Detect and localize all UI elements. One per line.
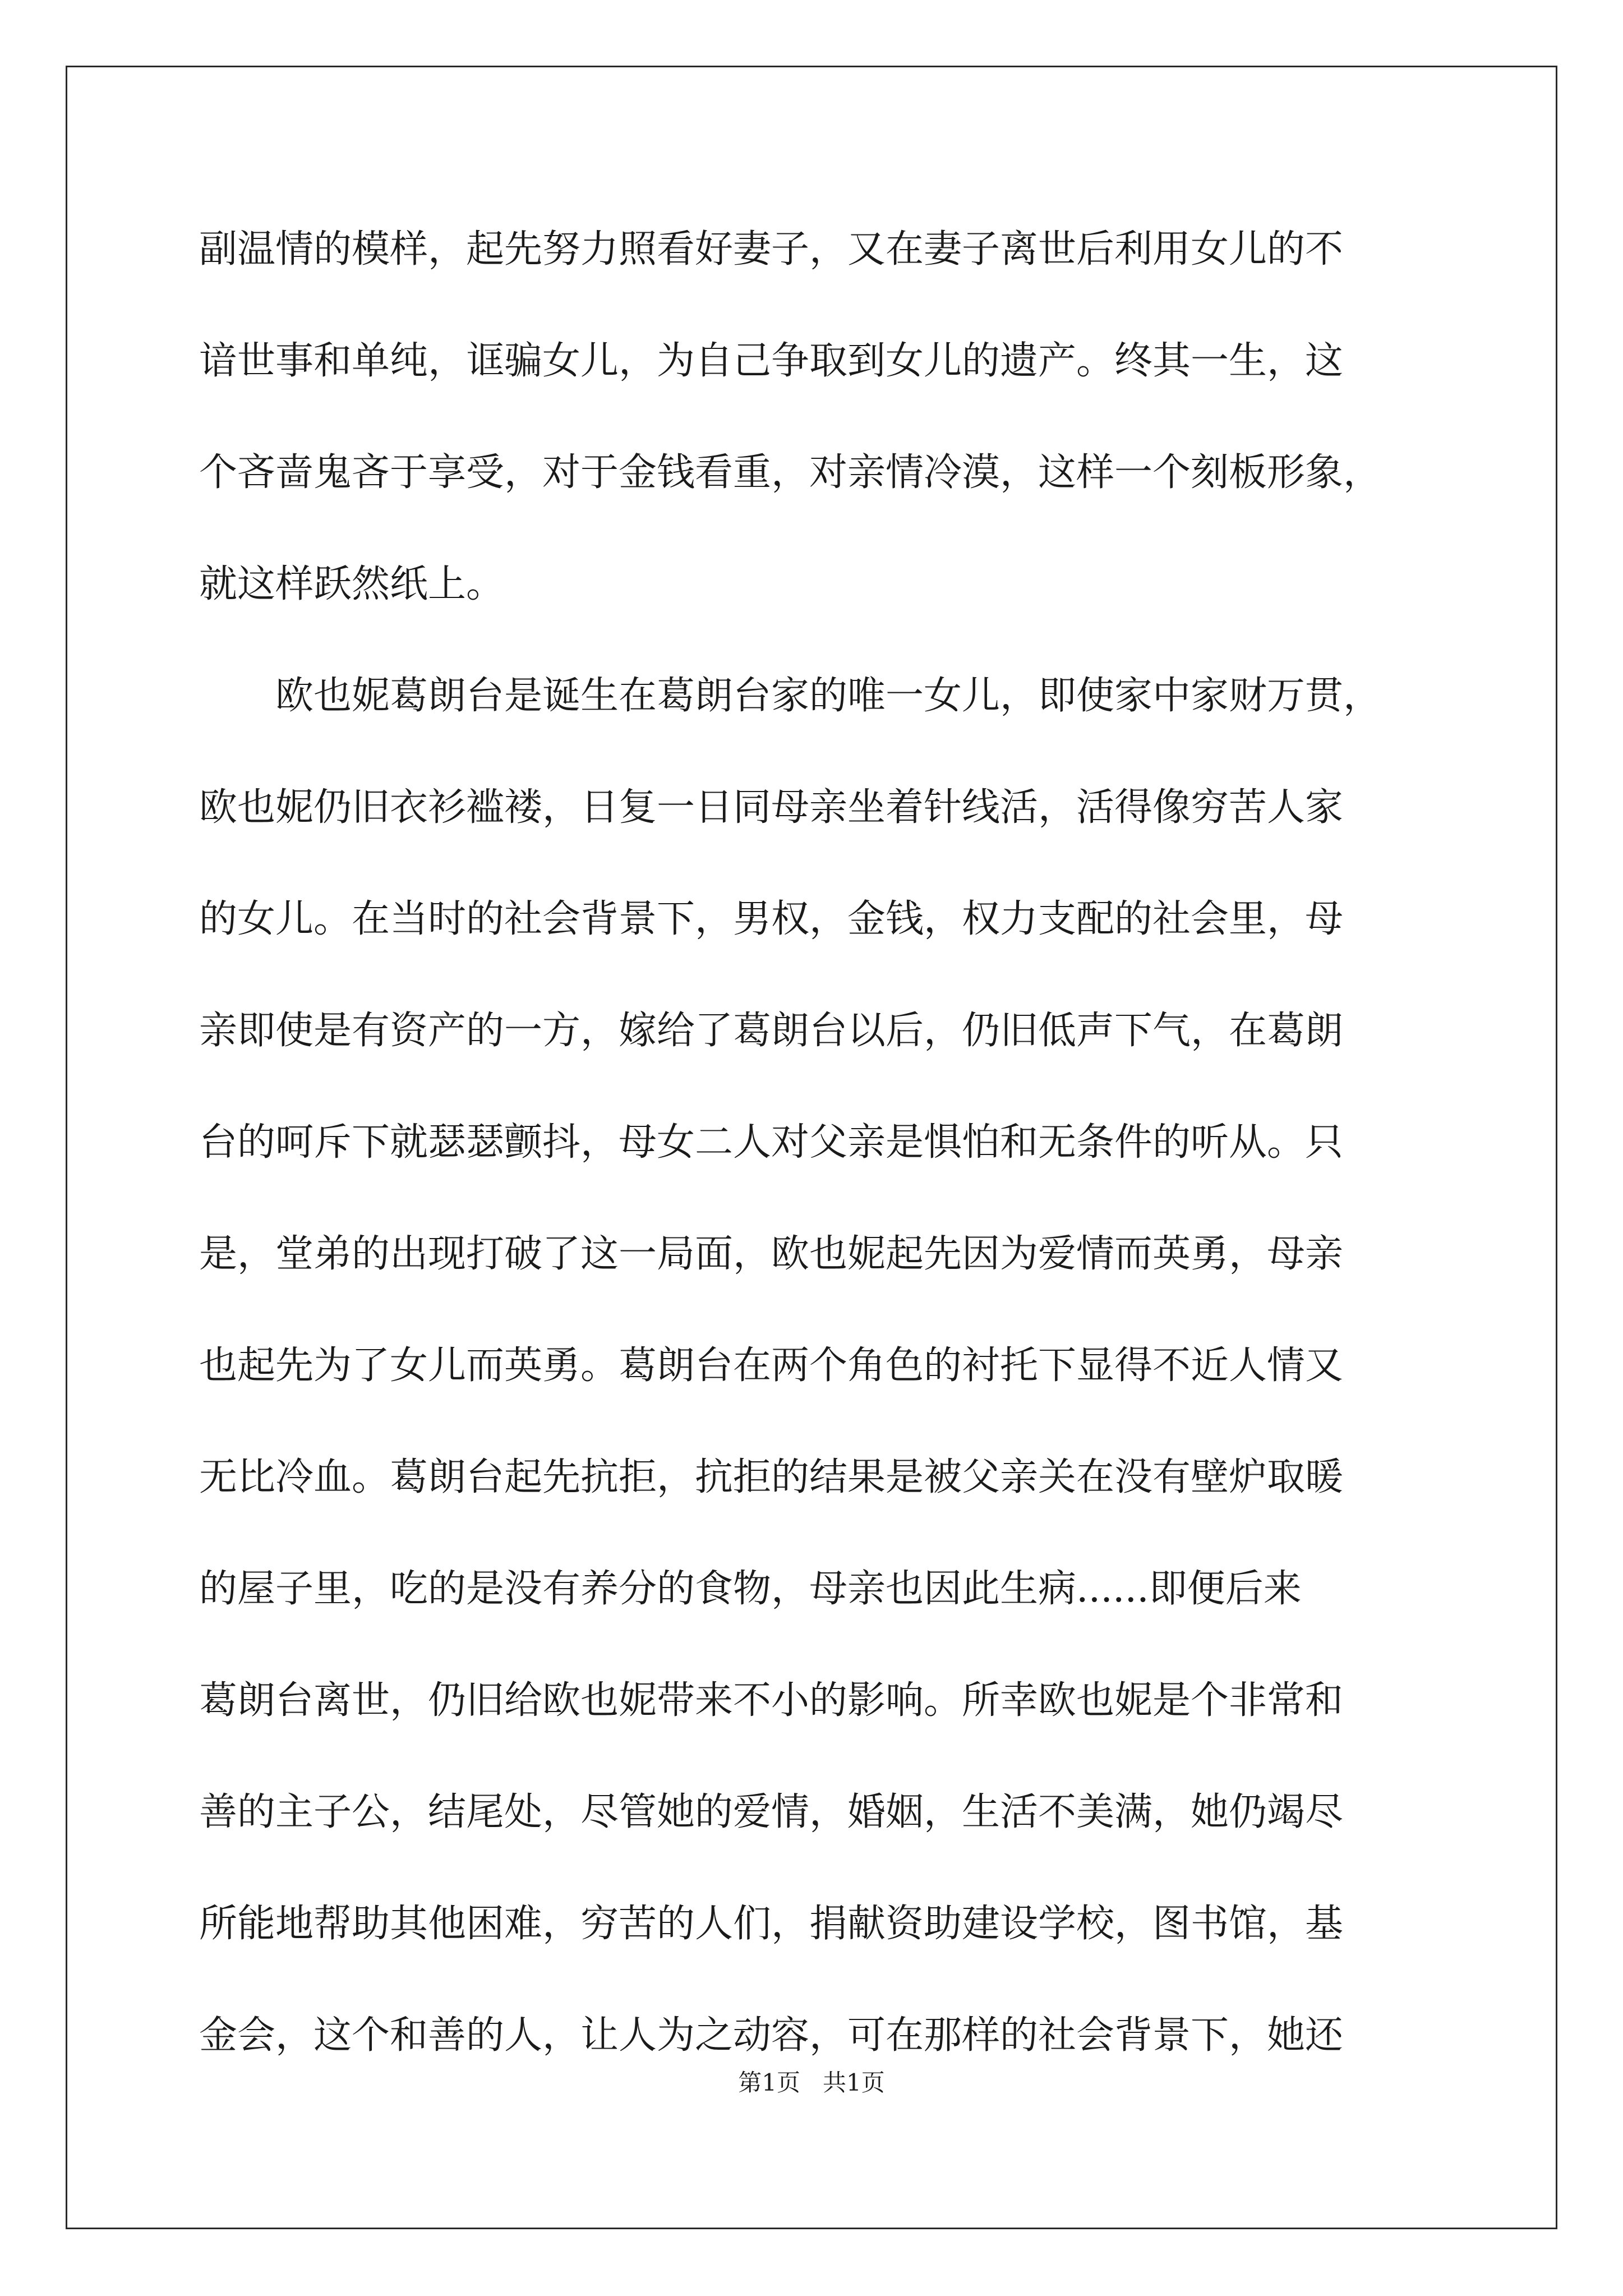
text-line: 副温情的模样，起先努力照看好妻子，又在妻子离世后利用女儿的不 [199, 227, 1344, 272]
text-line: 无比冷血。葛朗台起先抗拒，抗拒的结果是被父亲关在没有壁炉取暖 [199, 1455, 1344, 1499]
text-line: 亲即使是有资产的一方，嫁给了葛朗台以后，仍旧低声下气，在葛朗 [199, 1009, 1344, 1053]
text-line: 就这样跃然纸上。 [199, 562, 505, 606]
text-line: 台的呵斥下就瑟瑟颤抖，母女二人对父亲是惧怕和无条件的听从。只 [199, 1120, 1344, 1165]
text-line: 葛朗台离世，仍旧给欧也妮带来不小的影响。所幸欧也妮是个非常和 [199, 1678, 1344, 1723]
text-line: 所能地帮助其他困难，穷苦的人们，捐献资助建设学校，图书馆，基 [199, 1902, 1344, 1946]
page-footer: 第1页 共1页 [738, 2069, 885, 2096]
text-line: 善的主子公，结尾处，尽管她的爱情，婚姻，生活不美满，她仍竭尽 [199, 1790, 1344, 1834]
text-line: 的女儿。在当时的社会背景下，男权，金钱，权力支配的社会里，母 [199, 897, 1344, 941]
text-line: 个吝啬鬼吝于享受，对于金钱看重，对亲情冷漠，这样一个刻板形象， [199, 450, 1382, 495]
text-line: 也起先为了女儿而英勇。葛朗台在两个角色的衬托下显得不近人情又 [199, 1343, 1344, 1388]
text-line: 的屋子里，吃的是没有养分的食物，母亲也因此生病......即便后来 [199, 1567, 1302, 1611]
text-line: 欧也妮仍旧衣衫褴褛，日复一日同母亲坐着针线活，活得像穷苦人家 [199, 785, 1344, 830]
paragraph-first-line: 欧也妮葛朗台是诞生在葛朗台家的唯一女儿，即使家中家财万贯， [199, 674, 1382, 718]
text-line: 谙世事和单纯，诓骗女儿，为自己争取到女儿的遗产。终其一生，这 [199, 339, 1344, 383]
text-line: 是，堂弟的出现打破了这一局面，欧也妮起先因为爱情而英勇，母亲 [199, 1232, 1344, 1276]
text-line: 金会，这个和善的人，让人为之动容，可在那样的社会背景下，她还 [199, 2013, 1344, 2058]
